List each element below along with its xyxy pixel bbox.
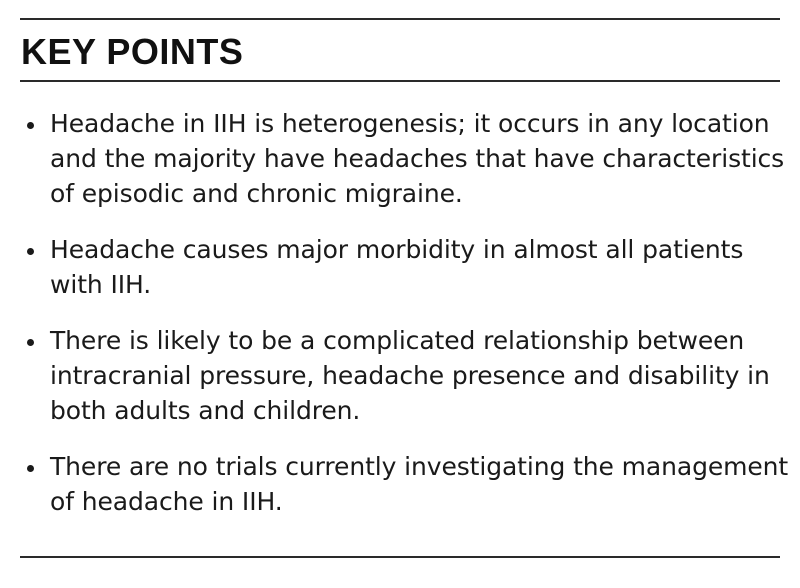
key-point-text: There are no trials currently investigating the management of headache in IIH.	[50, 452, 789, 516]
bullet-dot-icon	[27, 122, 34, 129]
bottom-rule	[20, 556, 780, 558]
key-points-list	[20, 106, 790, 540]
key-point-item	[20, 106, 790, 211]
top-rule	[20, 18, 780, 20]
bullet-dot-icon	[27, 248, 34, 255]
bullet-dot-icon	[27, 465, 34, 472]
key-point-text: Headache causes major morbidity in almost all patients with IIH.	[50, 235, 744, 299]
key-point-item	[20, 449, 790, 519]
key-point-text: Headache in IIH is heterogenesis; it occurs in any location and the majority have headaches that have characteristics of episodic and chronic migraine.	[50, 109, 785, 208]
key-point-item	[20, 232, 790, 302]
bullet-dot-icon	[27, 339, 34, 346]
key-point-item	[20, 323, 790, 428]
key-points-heading: KEY POINTS	[21, 31, 244, 72]
key-point-text: There is likely to be a complicated relationship between intracranial pressure, headache presence and disability in both adults and children.	[50, 326, 770, 425]
heading-rule	[20, 80, 780, 82]
